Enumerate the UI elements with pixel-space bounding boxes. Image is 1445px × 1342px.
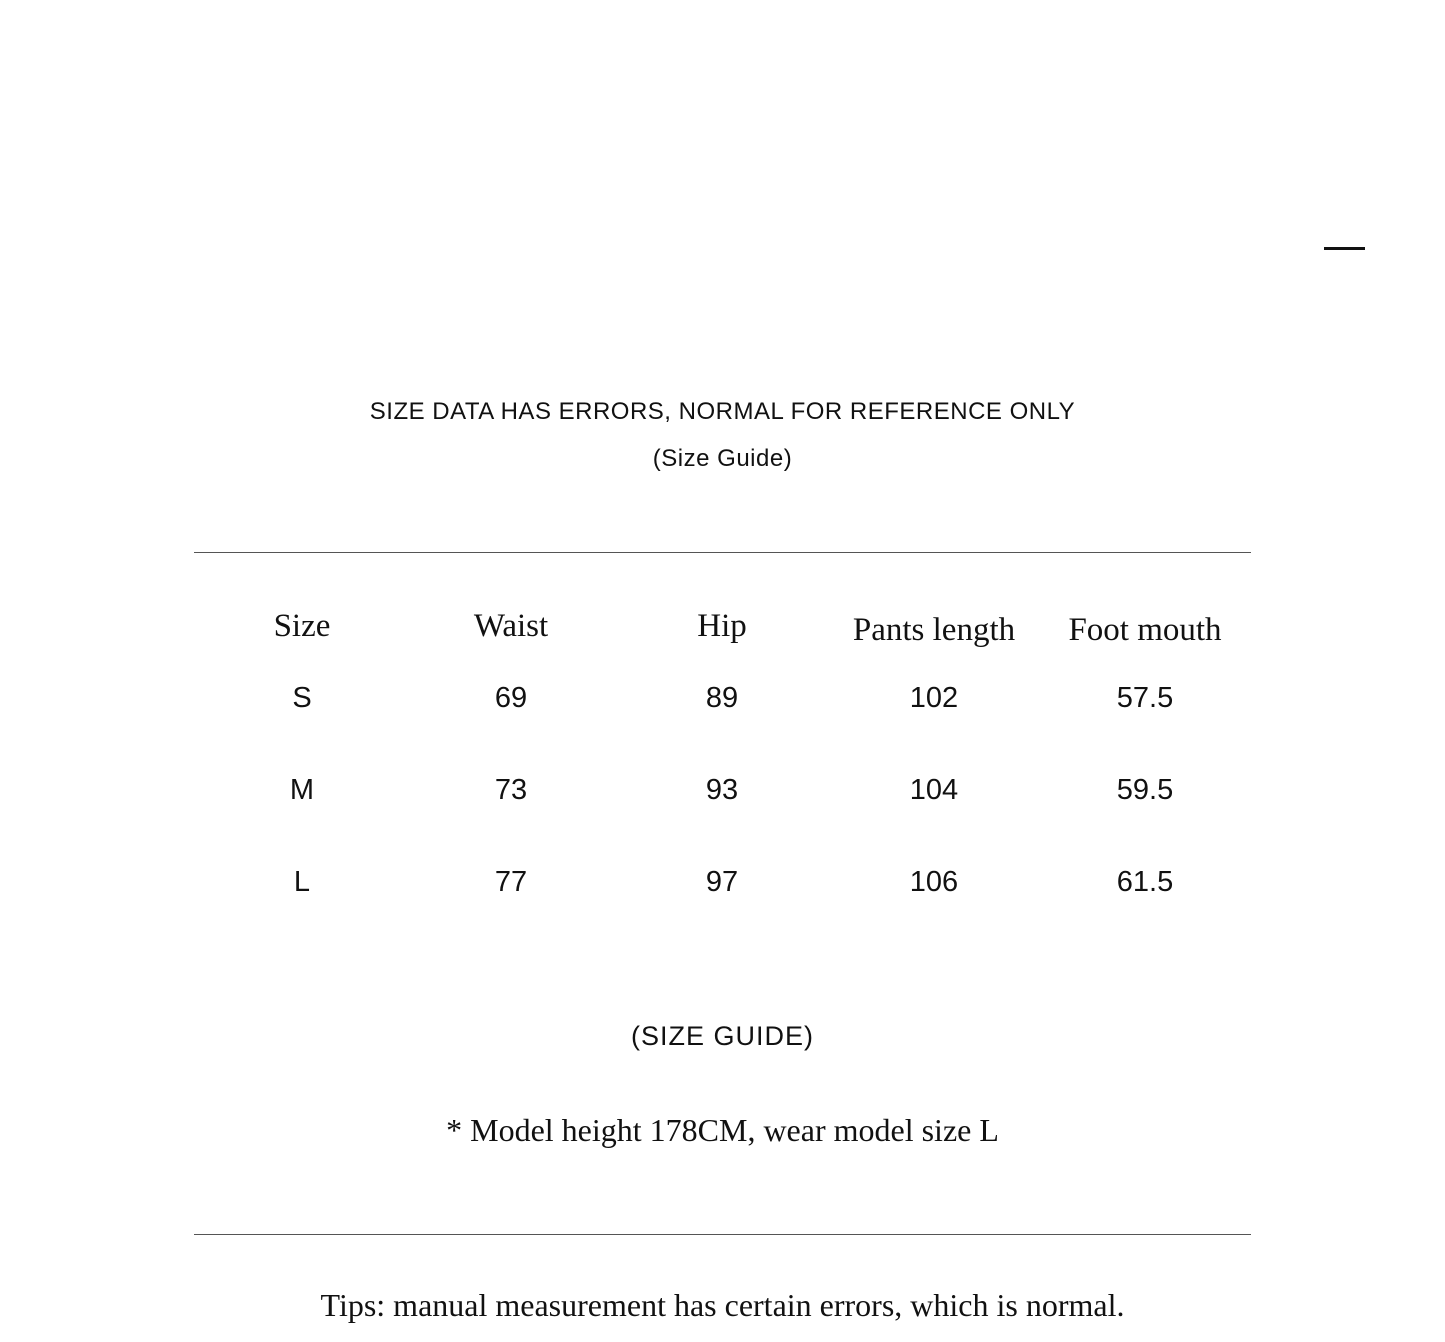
row-l-foot-mouth: 61.5 [1116, 866, 1174, 898]
size-guide-subtitle: (Size Guide) [652, 445, 793, 472]
row-s-foot-mouth: 57.5 [1116, 682, 1174, 714]
row-s-waist: 69 [494, 682, 528, 714]
size-guide-label: (SIZE GUIDE) [630, 1021, 814, 1051]
row-l-size: L [293, 866, 311, 898]
header-waist: Waist [473, 608, 549, 644]
row-l-waist: 77 [494, 866, 528, 898]
row-m-hip: 93 [705, 774, 739, 806]
header-foot-mouth: Foot mouth [1068, 612, 1222, 648]
row-s-hip: 89 [705, 682, 739, 714]
row-m-pants-length: 104 [909, 774, 959, 806]
row-m-size: M [289, 774, 315, 806]
top-divider [194, 552, 1251, 553]
row-s-pants-length: 102 [909, 682, 959, 714]
row-s-size: S [292, 682, 312, 714]
row-m-foot-mouth: 59.5 [1116, 774, 1174, 806]
row-l-pants-length: 106 [909, 866, 959, 898]
minus-dash [1324, 247, 1365, 250]
row-m-waist: 73 [494, 774, 528, 806]
header-pants-length: Pants length [852, 612, 1016, 648]
row-l-hip: 97 [705, 866, 739, 898]
header-hip: Hip [697, 608, 747, 644]
tips-text: Tips: manual measurement has certain errors, which is normal. [320, 1287, 1125, 1323]
bottom-divider [194, 1234, 1251, 1235]
model-note: * Model height 178CM, wear model size L [446, 1112, 999, 1148]
disclaimer-heading: SIZE DATA HAS ERRORS, NORMAL FOR REFERENCE ONLY [369, 398, 1076, 425]
header-size: Size [273, 608, 331, 644]
